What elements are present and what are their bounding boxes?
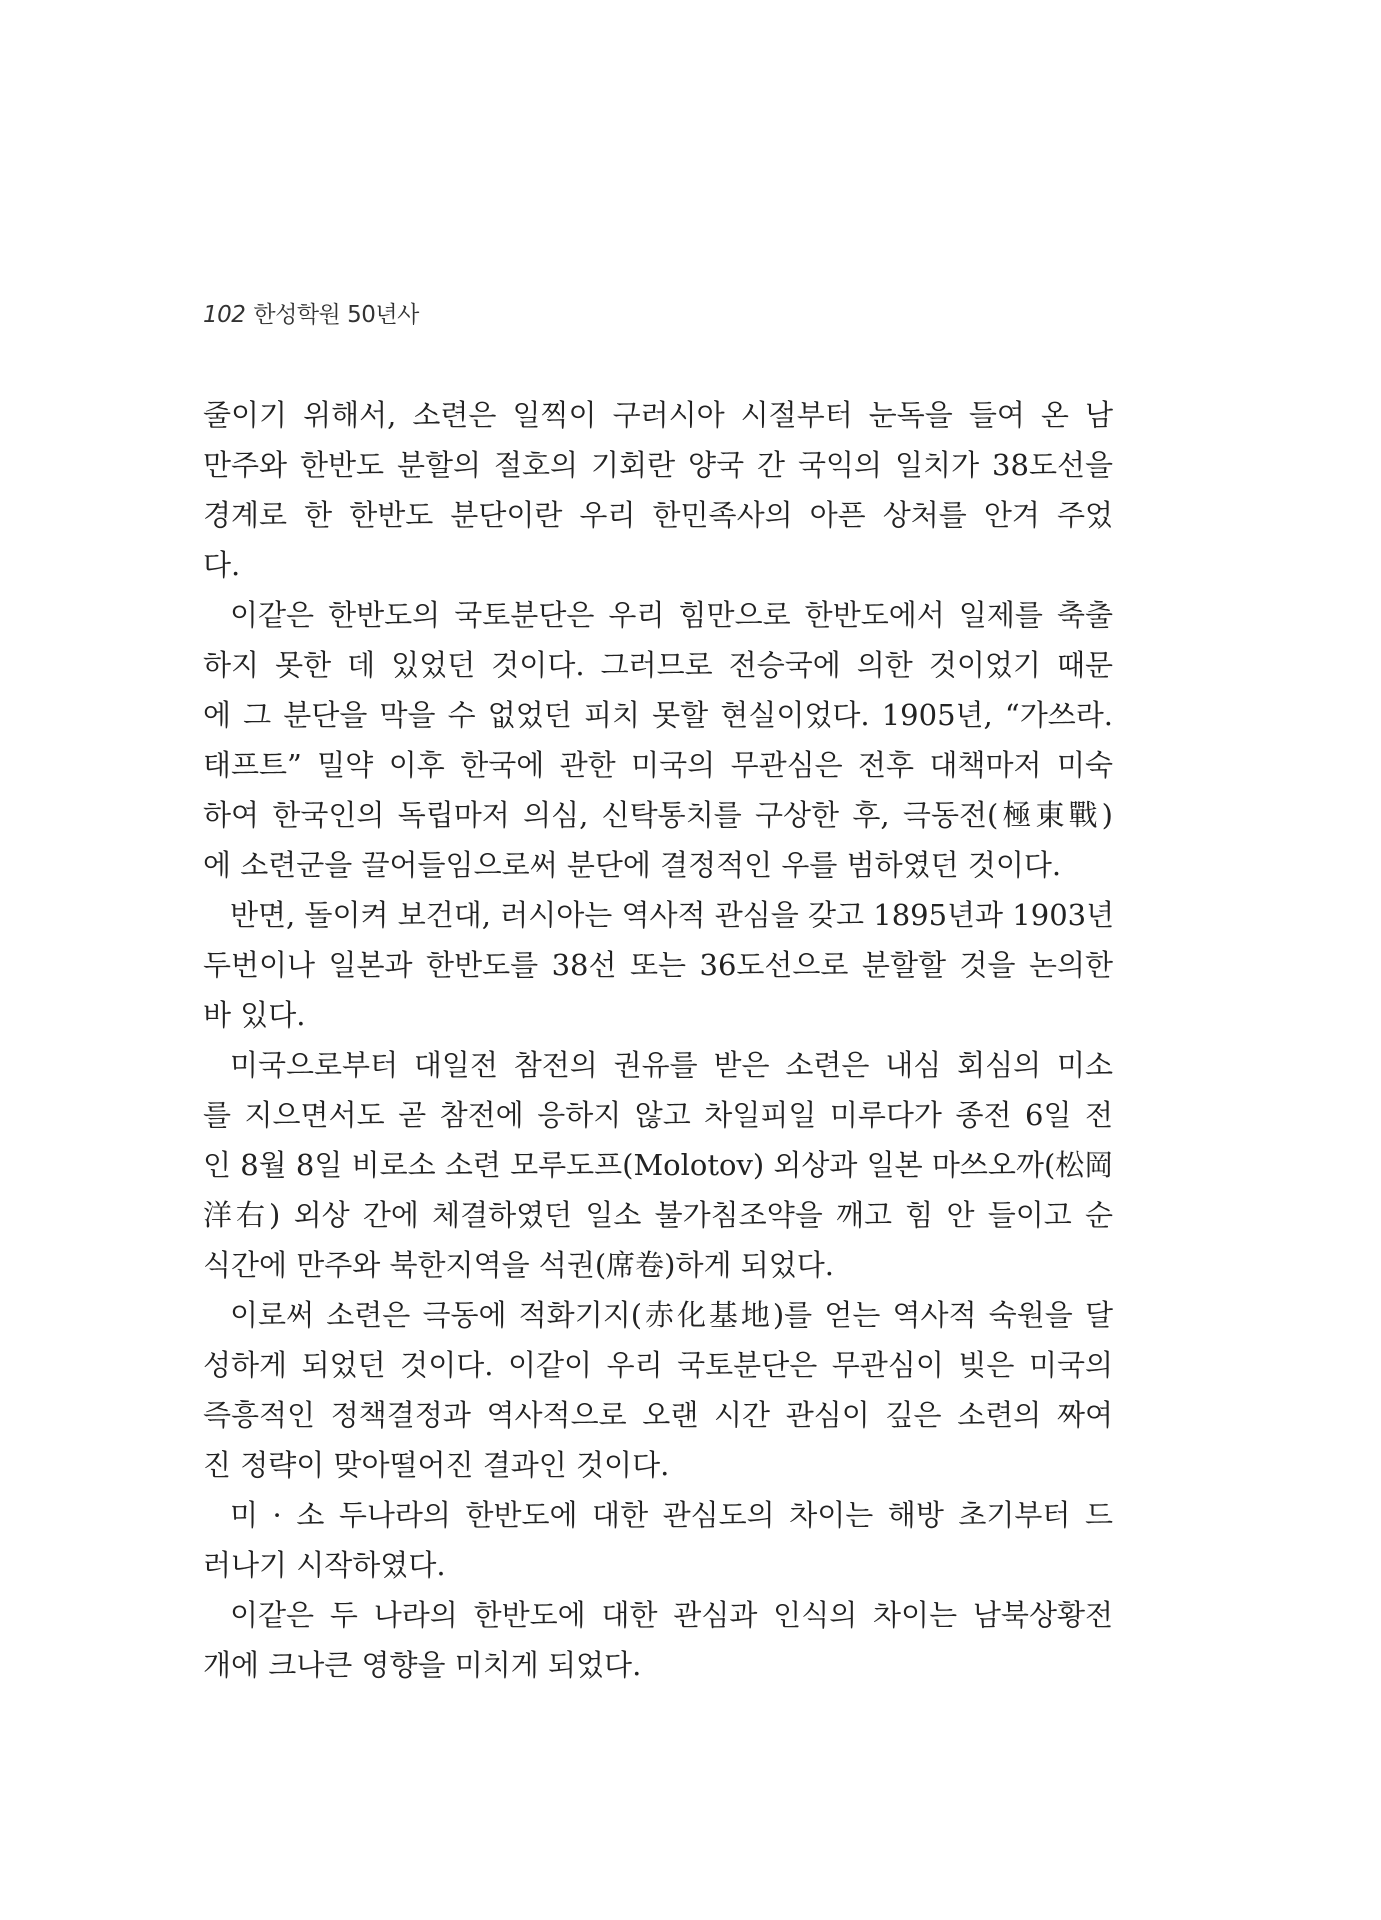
body-text	[203, 390, 1113, 1690]
text-line: 에 그 분단을 막을 수 없었던 피치 못할 현실이었다. 1905년, “가쓰라.	[203, 698, 1113, 732]
text-line: 洋右) 외상 간에 체결하였던 일소 불가침조약을 깨고 힘 안 들이고 순	[203, 1198, 1113, 1232]
book-title: 한성학원 50년사	[253, 302, 419, 328]
text-line: 만주와 한반도 분할의 절호의 기회란 양국 간 국익의 일치가 38도선을	[203, 448, 1113, 482]
text-line: 미국으로부터 대일전 참전의 권유를 받은 소련은 내심 회심의 미소	[230, 1048, 1113, 1082]
text-line: 개에 크나큰 영향을 미치게 되었다.	[203, 1648, 642, 1682]
text-line: 인 8월 8일 비로소 소련 모루도프(Molotov) 외상과 일본 마쓰오까(松岡	[203, 1148, 1114, 1182]
text-line: 이같은 한반도의 국토분단은 우리 힘만으로 한반도에서 일제를 축출	[230, 598, 1113, 632]
running-header	[203, 296, 419, 329]
text-line: 이같은 두 나라의 한반도에 대한 관심과 인식의 차이는 남북상황전	[230, 1598, 1113, 1632]
text-line: 하지 못한 데 있었던 것이다. 그러므로 전승국에 의한 것이었기 때문	[203, 648, 1113, 682]
text-line: 식간에 만주와 북한지역을 석권(席卷)하게 되었다.	[203, 1248, 834, 1282]
text-line: 다.	[203, 548, 241, 582]
page-number: 102	[203, 302, 246, 328]
text-line: 러나기 시작하였다.	[203, 1548, 446, 1582]
text-line: 하여 한국인의 독립마저 의심, 신탁통치를 구상한 후, 극동전(極東戰)	[203, 798, 1113, 832]
text-line: 진 정략이 맞아떨어진 결과인 것이다.	[203, 1448, 670, 1482]
text-line: 성하게 되었던 것이다. 이같이 우리 국토분단은 무관심이 빚은 미국의	[203, 1348, 1113, 1382]
text-line: 이로써 소련은 극동에 적화기지(赤化基地)를 얻는 역사적 숙원을 달	[230, 1298, 1113, 1332]
text-line: 두번이나 일본과 한반도를 38선 또는 36도선으로 분할할 것을 논의한	[203, 948, 1113, 982]
text-line: 즉흥적인 정책결정과 역사적으로 오랜 시간 관심이 깊은 소련의 짜여	[203, 1398, 1113, 1432]
text-line: 반면, 돌이켜 보건대, 러시아는 역사적 관심을 갖고 1895년과 1903년	[230, 898, 1115, 932]
text-line: 에 소련군을 끌어들임으로써 분단에 결정적인 우를 범하였던 것이다.	[203, 848, 1062, 882]
text-line: 경계로 한 한반도 분단이란 우리 한민족사의 아픈 상처를 안겨 주었	[203, 498, 1113, 532]
text-line: 바 있다.	[203, 998, 306, 1032]
text-line: 를 지으면서도 곧 참전에 응하지 않고 차일피일 미루다가 종전 6일 전	[203, 1098, 1113, 1132]
text-line: 미 · 소 두나라의 한반도에 대한 관심도의 차이는 해방 초기부터 드	[230, 1498, 1113, 1532]
text-line: 태프트” 밀약 이후 한국에 관한 미국의 무관심은 전후 대책마저 미숙	[203, 748, 1113, 782]
text-line: 줄이기 위해서, 소련은 일찍이 구러시아 시절부터 눈독을 들여 온 남	[203, 398, 1113, 432]
